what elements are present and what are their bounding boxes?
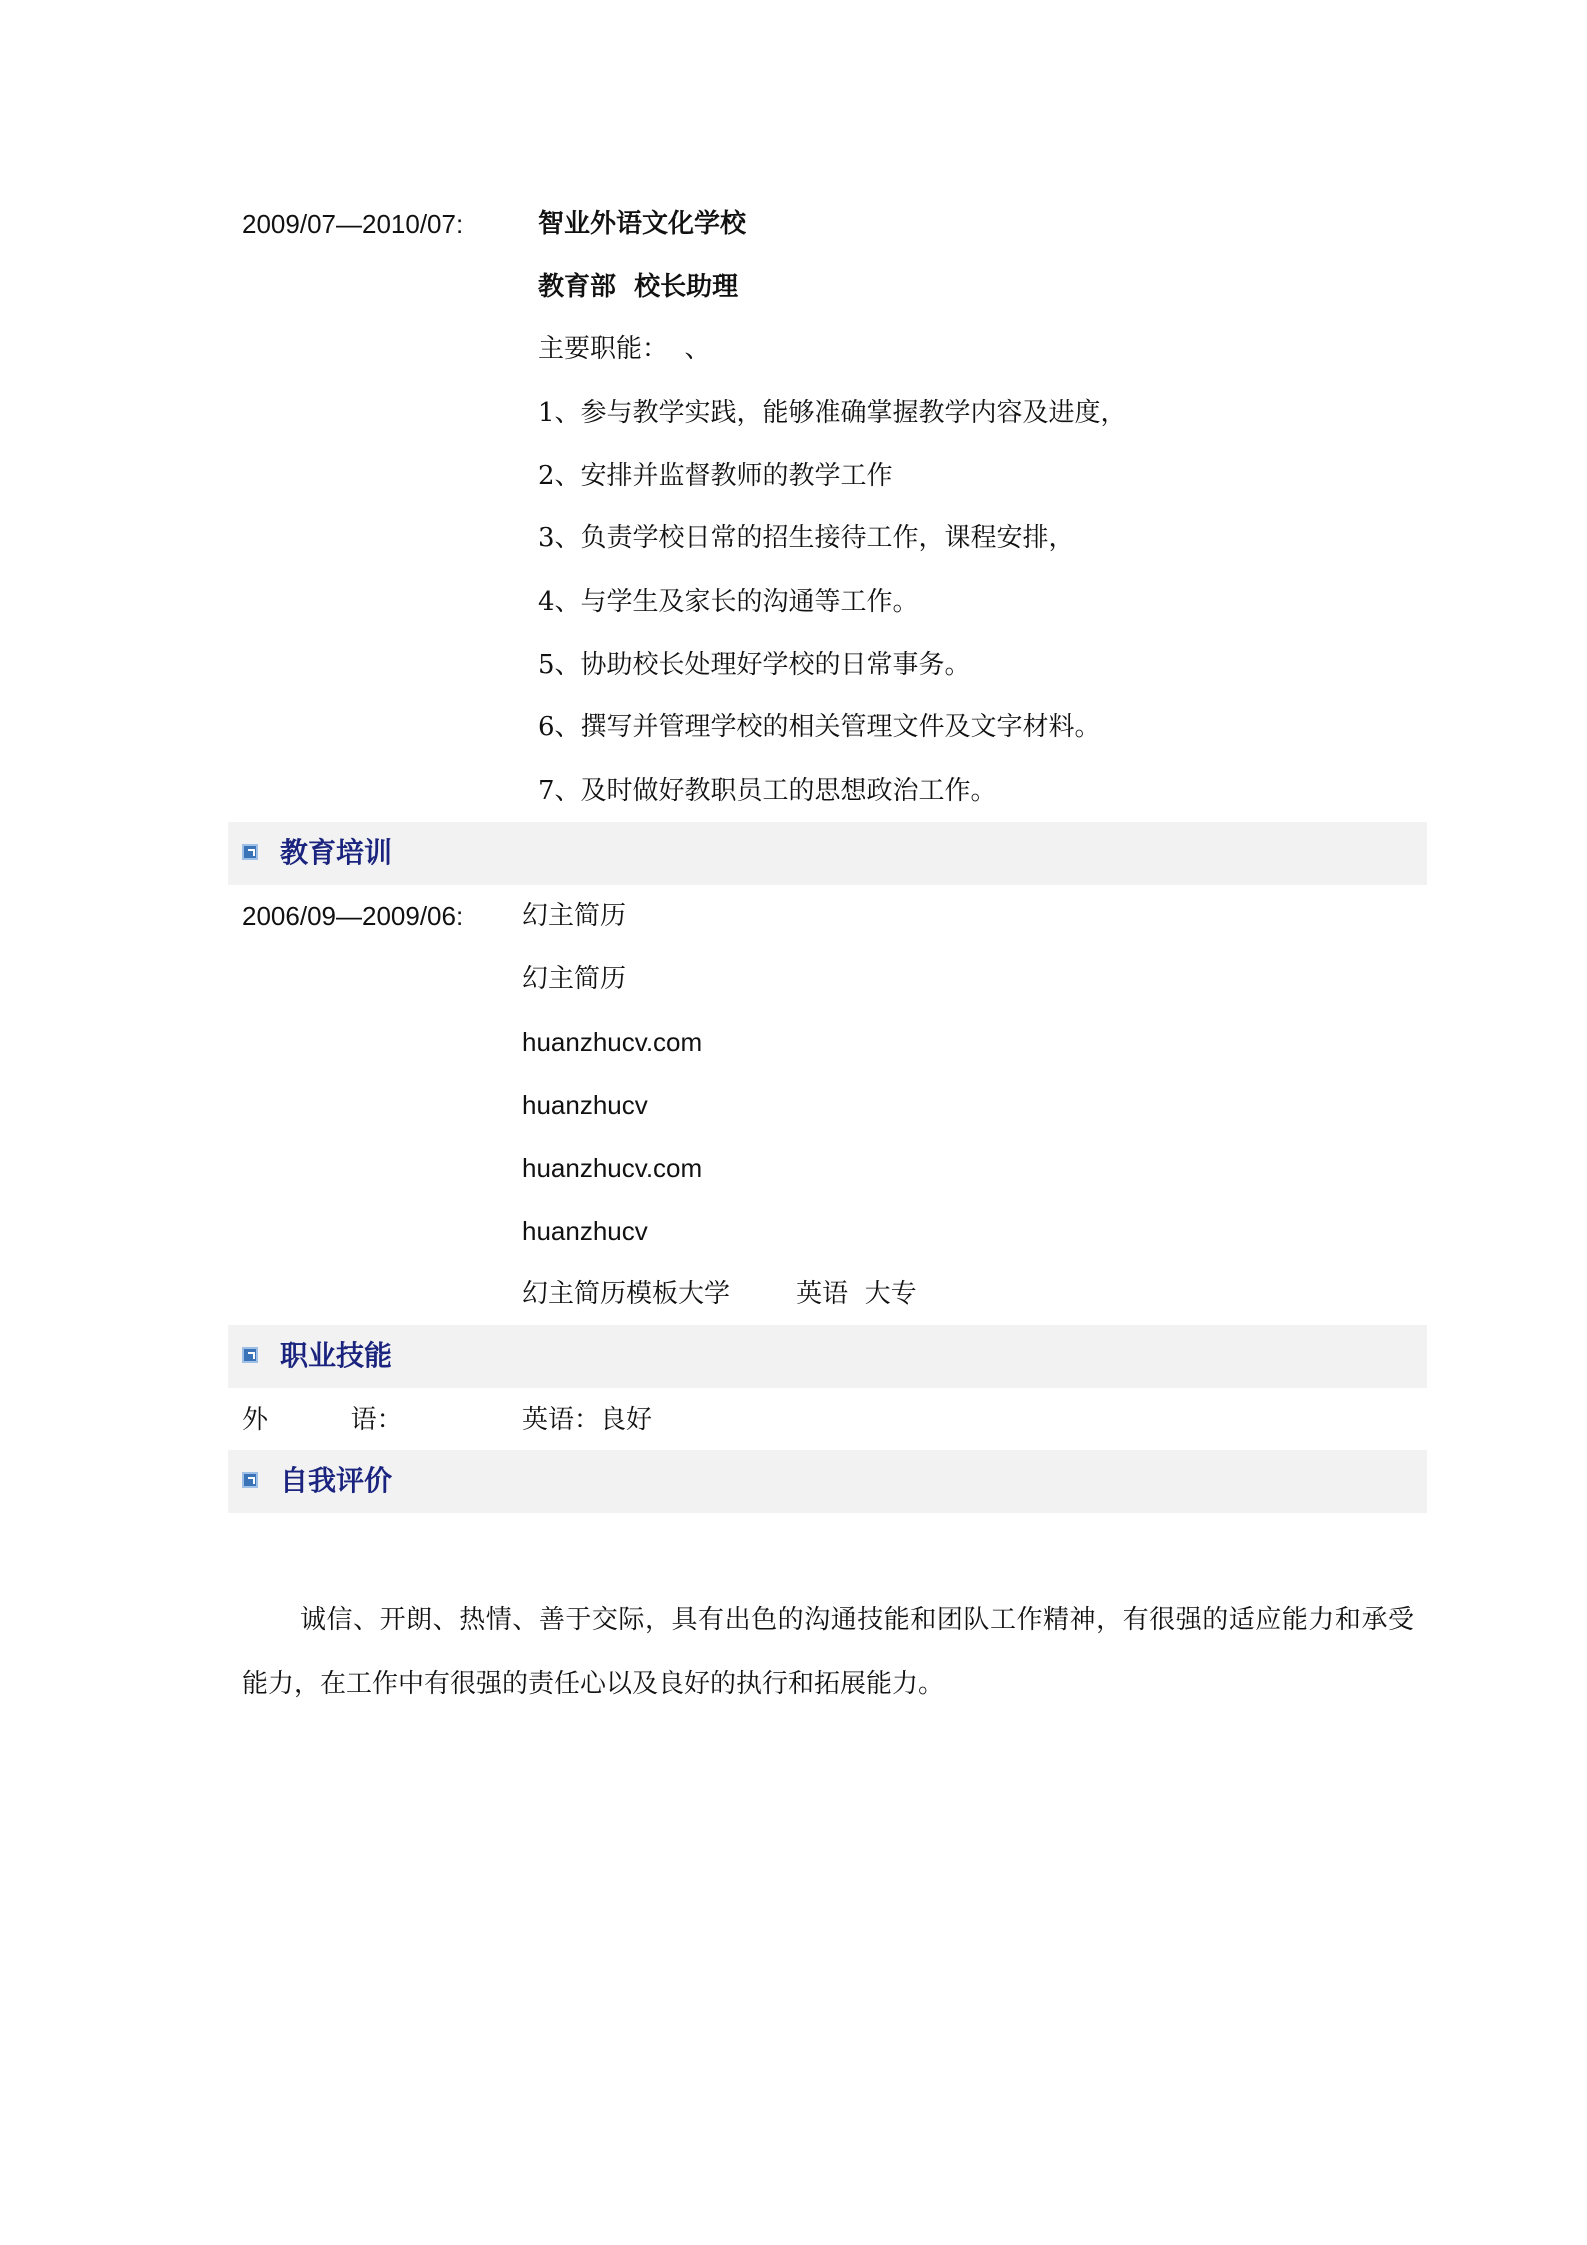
- section-title: 职业技能: [280, 1339, 393, 1372]
- section-header-self-evaluation: [228, 1450, 1427, 1513]
- section-bullet-icon: [242, 1347, 258, 1363]
- work-period: 2009/07—2010/07:: [242, 209, 464, 239]
- education-line: 幻主简历: [522, 901, 627, 931]
- company-name: 智业外语文化学校: [538, 209, 747, 239]
- duty-item: 6、撰写并管理学校的相关管理文件及文字材料。: [538, 712, 1101, 742]
- duty-item: 5、协助校长处理好学校的日常事务。: [538, 650, 971, 680]
- education-school-major: 幻主简历模板大学 英语 大专: [522, 1279, 917, 1309]
- section-title: 自我评价: [280, 1464, 393, 1497]
- education-line: huanzhucv: [522, 1090, 648, 1120]
- education-line: huanzhucv.com: [522, 1027, 703, 1057]
- section-bullet-icon: [242, 844, 258, 860]
- education-line: huanzhucv.com: [522, 1153, 703, 1183]
- section-header-skills: [228, 1325, 1427, 1388]
- duty-item: 4、与学生及家长的沟通等工作。: [538, 587, 919, 617]
- duties-label: 主要职能： 、: [538, 334, 711, 364]
- section-header-education: [228, 822, 1427, 885]
- self-evaluation-text: 诚信、开朗、热情、善于交际，具有出色的沟通技能和团队工作精神，有很强的适应能力和承受能力，在工作中有很强的责任心以及良好的执行和拓展能力。: [242, 1605, 1414, 1699]
- job-position: 教育部 校长助理: [538, 272, 739, 302]
- skill-value: 英语：良好: [522, 1405, 653, 1435]
- education-period: 2006/09—2009/06:: [242, 901, 464, 931]
- duty-item: 3、负责学校日常的招生接待工作，课程安排，: [538, 523, 1075, 553]
- duty-item: 2、安排并监督教师的教学工作: [538, 461, 893, 491]
- skill-label: 外 语：: [242, 1405, 403, 1435]
- section-bullet-icon: [242, 1472, 258, 1488]
- duty-item: 7、及时做好教职员工的思想政治工作。: [538, 776, 997, 806]
- duty-item: 1、参与教学实践，能够准确掌握教学内容及进度，: [538, 398, 1127, 428]
- section-title: 教育培训: [280, 836, 393, 869]
- education-line: huanzhucv: [522, 1216, 648, 1246]
- education-line: 幻主简历: [522, 964, 627, 994]
